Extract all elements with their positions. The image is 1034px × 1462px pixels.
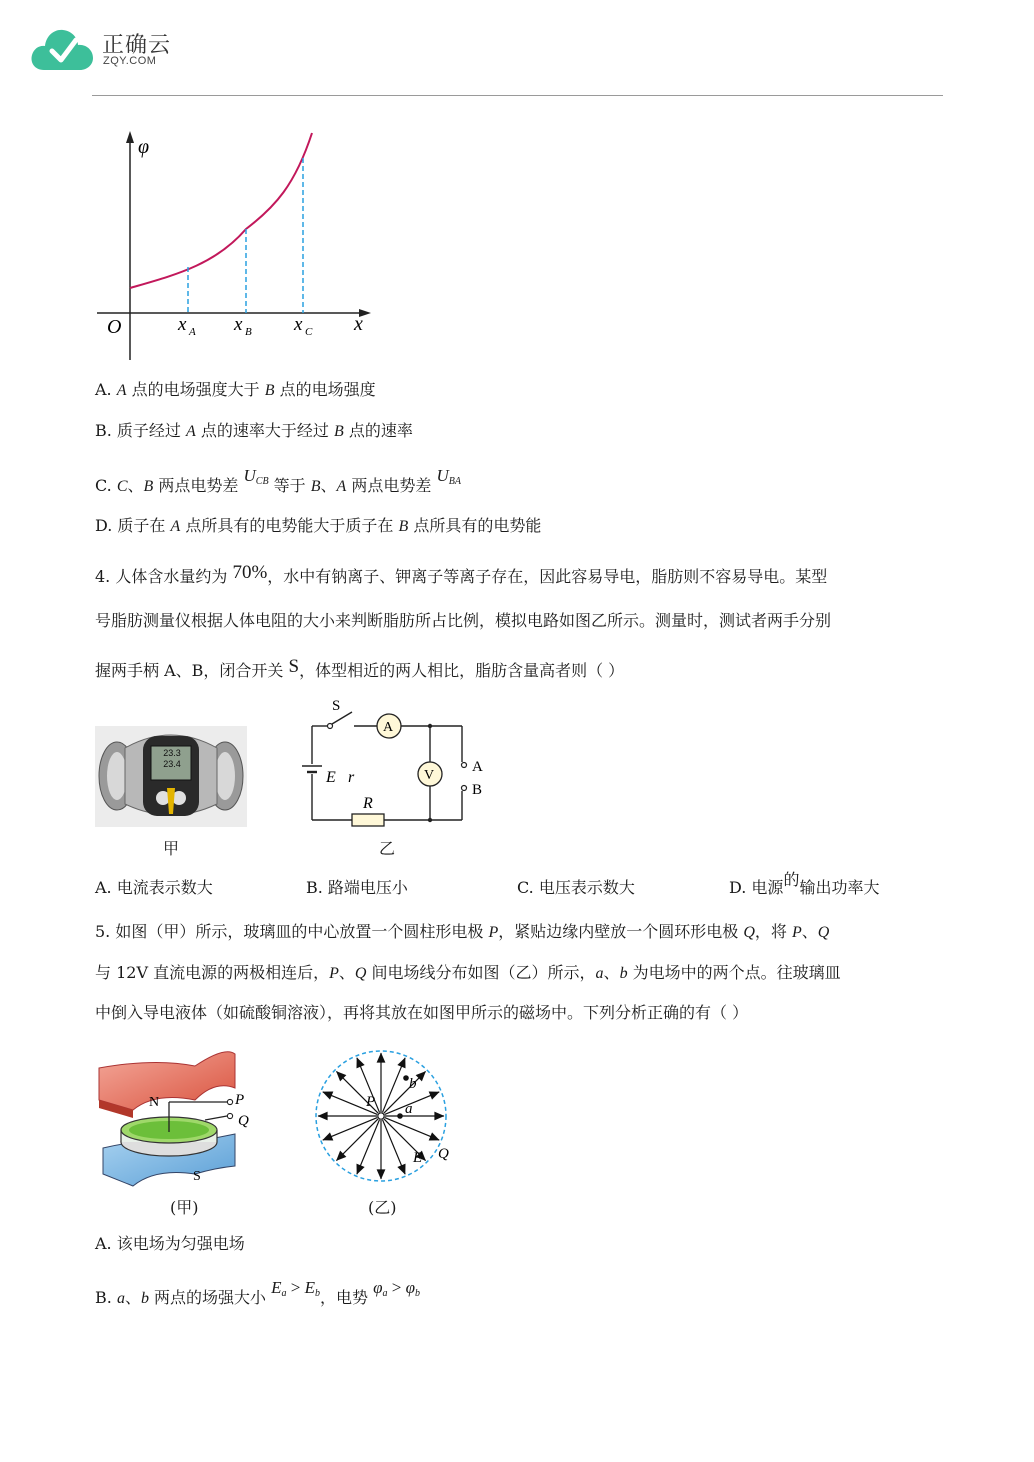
terminal-a-label: A [472, 759, 483, 775]
q3-option-a: A. A 点的电场强度大于 B 点的电场强度 [95, 380, 376, 399]
field-arrow [319, 1113, 327, 1120]
logo-domain: ZQY.COM [103, 55, 157, 67]
x-axis-label: x [354, 313, 363, 335]
field-arrow [378, 1170, 385, 1178]
ring-q-label: Q [438, 1146, 449, 1162]
svg-text:B: B [245, 326, 252, 338]
q4-option-a: A. 电流表示数大 [95, 878, 213, 897]
field-arrow [324, 1092, 333, 1098]
tick-label-xb [233, 314, 252, 338]
field-arrow [435, 1113, 443, 1120]
q4-line-1: 4. 人体含水量约为 70%，水中有钠离子、钾离子等离子存在，因此容易导电，脂肪则不容易导电。某型 [95, 562, 828, 586]
device-screen-readout: 23.3 23.4 [163, 748, 181, 769]
svg-text:x: x [178, 314, 187, 335]
tick-label-xa [177, 314, 196, 338]
field-arrow [357, 1059, 363, 1068]
field-arrow [324, 1133, 333, 1139]
q5-option-b: B. a、b 两点的场强大小 $E^a > E^b$，电势 $\varphi^a > \varphi^b$ [95, 1278, 421, 1307]
logo [30, 24, 190, 76]
caption-fig-jia: (甲) [170, 1198, 199, 1217]
radial-field-figure [308, 1040, 458, 1190]
q5-line-3: 中倒入导电液体（如硫酸铜溶液），再将其放在如图甲所示的磁场中。下列分析正确的有（ ） [95, 1003, 749, 1022]
q3-option-c: C. C、B 两点电势差 $U^{CB}$ 等于 B、A 两点电势差 $U^{BA}$ [95, 466, 462, 495]
south-pole-label: S [193, 1169, 201, 1184]
potential-graph [95, 125, 385, 365]
q4-line-2: 号脂肪测量仪根据人体电阻的大小来判断脂肪所占比例，模拟电路如图乙所示。测量时，测试者两手分别 [95, 611, 832, 630]
q4-line-3: 握两手柄 A、B，闭合开关 S，体型相近的两人相比，脂肪含量高者则（ ） [95, 656, 625, 680]
electrode-q-label: Q [238, 1113, 249, 1129]
magnet-dish-figure [95, 1040, 265, 1190]
electrode-p-label: P [235, 1092, 245, 1108]
field-e-label: E [413, 1150, 423, 1166]
svg-text:x: x [234, 314, 243, 335]
svg-text:C: C [305, 326, 313, 338]
q3-option-b: B. 质子经过 A 点的速率大于经过 B 点的速率 [95, 421, 413, 440]
q5-line-1: 5. 如图（甲）所示，玻璃皿的中心放置一个圆柱形电极 P，紧贴边缘内壁放一个圆环形电极 Q，将 P、Q [95, 922, 830, 941]
svg-text:A: A [189, 326, 196, 338]
field-arrow [430, 1133, 439, 1139]
center-p-label: P [366, 1094, 376, 1110]
q3-option-d: D. 质子在 A 点所具有的电势能大于质子在 B 点所具有的电势能 [95, 516, 542, 535]
resistor-label: R [363, 795, 373, 812]
voltmeter-label: V [424, 768, 435, 783]
q5-line-2: 与 12V 直流电源的两极相连后，P、Q 间电场线分布如图（乙）所示，a、b 为电场中的两个点。往玻璃皿 [95, 963, 841, 982]
field-arrow [398, 1059, 404, 1068]
caption-yi: 乙 [379, 839, 396, 858]
field-arrow [430, 1092, 439, 1098]
y-axis-label: φ [138, 136, 150, 158]
terminal-b-label: B [472, 782, 483, 798]
q4-option-d: D. 电源的输出功率大 [729, 870, 880, 897]
field-arrow [378, 1054, 385, 1062]
point-a-label: a [405, 1101, 413, 1117]
caption-jia: 甲 [163, 839, 180, 858]
header-divider [92, 95, 943, 96]
q5-option-a: A. 该电场为匀强电场 [95, 1234, 245, 1253]
field-arrow [357, 1165, 363, 1174]
logo-name: 正确云 [102, 33, 172, 58]
circuit-diagram [300, 694, 500, 834]
ammeter-label: A [383, 720, 394, 735]
field-arrow [398, 1165, 404, 1174]
switch-label: S [332, 698, 341, 714]
cloud-check-icon [30, 24, 96, 74]
q4-option-c: C. 电压表示数大 [517, 878, 635, 897]
potential-curve [130, 133, 312, 288]
tick-label-xc [293, 314, 313, 338]
internal-r-label: r [348, 769, 355, 786]
caption-fig-yi: (乙) [368, 1198, 397, 1217]
emf-label: E [326, 769, 336, 786]
svg-text:x: x [294, 314, 303, 335]
fat-meter-photo [95, 726, 247, 827]
point-b-label: b [409, 1076, 417, 1092]
origin-label: O [107, 316, 122, 338]
north-pole-label: N [149, 1095, 160, 1110]
q4-option-b: B. 路端电压小 [306, 878, 408, 897]
